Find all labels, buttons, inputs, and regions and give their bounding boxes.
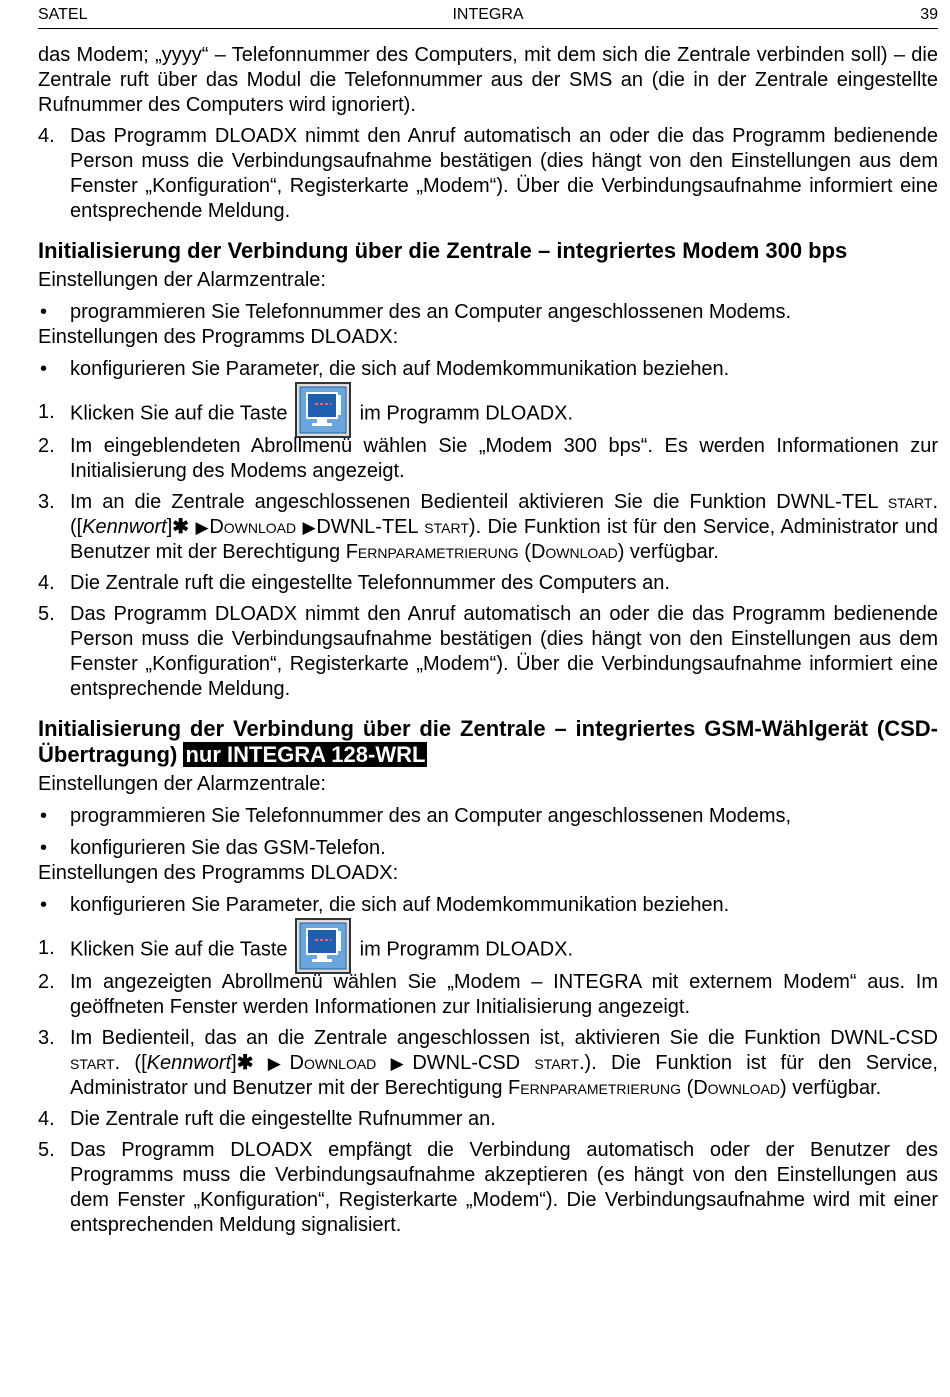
panel-settings-label: Einstellungen der Alarmzentrale:	[38, 773, 326, 795]
program-settings-label: Einstellungen des Programms DLOADX:	[38, 326, 399, 348]
page-number: 39	[920, 6, 938, 23]
panel-settings-label: Einstellungen der Alarmzentrale:	[38, 269, 326, 291]
list-item: 1. Klicken Sie auf die Taste im Programm DLOADX.	[38, 400, 938, 428]
arrow-right-icon: ▶	[195, 518, 210, 537]
list-item: 1. Klicken Sie auf die Taste im Programm DLOADX.	[38, 936, 938, 964]
intro-continuation: das Modem; „yyyy“ – Telefonnummer des Computers, mit dem sich die Zentrale verbinden soll) – die Zentrale ruft über das Modul die Telefonnummer aus der SMS an (die in der Zentrale eingestellte Rufnummer des Computers wird ignoriert).	[38, 44, 938, 116]
list-item: • konfigurieren Sie Parameter, die sich auf Modemkommunikation beziehen.	[40, 358, 730, 380]
program-settings-label: Einstellungen des Programms DLOADX:	[38, 862, 399, 884]
page-content	[38, 43, 938, 1238]
list-item: 5. Das Programm DLOADX nimmt den Anruf automatisch an oder die das Programm bedienende Person muss die Verbindungsaufnahme bestätigen (dies hängt von den Einstellungen aus dem Fenster „Konfiguration“, Registerkarte „Modem“). Über die Verbindungsaufnahme informiert eine entsprechende Meldung.	[38, 603, 938, 700]
bullet-icon: •	[40, 358, 48, 380]
list-item: • konfigurieren Sie Parameter, die sich auf Modemkommunikation beziehen.	[40, 894, 730, 916]
list-item: • konfigurieren Sie das GSM-Telefon.	[40, 837, 386, 859]
list-item: • programmieren Sie Telefonnummer des an Computer angeschlossenen Modems,	[40, 805, 792, 827]
bullet-icon: •	[40, 837, 48, 859]
arrow-right-icon: ▶	[267, 1054, 290, 1073]
section-heading-modem-300: Initialisierung der Verbindung über die Zentrale – integriertes Modem 300 bps	[38, 238, 848, 263]
page-header	[38, 6, 938, 29]
list-item: 2. Im eingeblendeten Abrollmenü wählen Sie „Modem 300 bps“. Es werden Informationen zur Initialisierung des Modems angezeigt.	[38, 435, 938, 482]
list-item: 3. Im an die Zentrale angeschlossenen Bedienteil aktivieren Sie die Funktion DWNL-TEL start. ([Kennwort]✱ ▶Download ▶DWNL-TEL start). Die Funktion ist für den Service, Administrator und Benutzer mit der Berechtigung Fernparametrierung (Download) verfügbar.	[38, 491, 938, 563]
asterisk-key-icon: ✱	[236, 1052, 254, 1074]
list-item: 5. Das Programm DLOADX empfängt die Verbindung automatisch oder der Benutzer des Programms muss die Verbindungsaufnahme akzeptieren (es hängt von den Einstellungen aus dem Fenster „Konfiguration“, Registerkarte „Modem“). Die Verbindungsaufnahme wird mit einer entsprechenden Meldung signalisiert.	[38, 1139, 938, 1236]
list-item: 3. Im Bedienteil, das an die Zentrale angeschlossen ist, aktivieren Sie die Funktion DWNL-CSD start. ([Kennwort]✱ ▶Download ▶DWNL-CSD start.). Die Funktion ist für den Service, Administrator und Benutzer mit der Berechtigung Fernparametrierung (Download) verfügbar.	[38, 1027, 938, 1099]
modem-connect-button-icon[interactable]	[295, 382, 351, 438]
arrow-right-icon: ▶	[302, 518, 317, 537]
list-item: • programmieren Sie Telefonnummer des an Computer angeschlossenen Modems.	[40, 301, 792, 323]
asterisk-key-icon: ✱	[172, 516, 190, 538]
header-brand: SATEL	[38, 6, 88, 23]
list-item: 2. Im angezeigten Abrollmenü wählen Sie „Modem – INTEGRA mit externem Modem“ aus. Im geöffneten Fenster werden Informationen zur Initialisierung angezeigt.	[38, 971, 938, 1018]
bullet-icon: •	[40, 805, 48, 827]
list-item: 4. Das Programm DLOADX nimmt den Anruf automatisch an oder die das Programm bedienende Person muss die Verbindungsaufnahme bestätigen (dies hängt von den Einstellungen aus dem Fenster „Konfiguration“, Registerkarte „Modem“). Über die Verbindungsaufnahme informiert eine entsprechende Meldung.	[38, 125, 938, 222]
header-product: INTEGRA	[452, 6, 524, 23]
list-item: 4. Die Zentrale ruft die eingestellte Telefonnummer des Computers an.	[38, 572, 670, 594]
model-badge: nur INTEGRA 128-WRL	[185, 742, 426, 767]
arrow-right-icon: ▶	[390, 1054, 413, 1073]
bullet-icon: •	[40, 301, 48, 323]
list-item: 4. Die Zentrale ruft die eingestellte Rufnummer an.	[38, 1108, 496, 1130]
bullet-icon: •	[40, 894, 48, 916]
modem-connect-button-icon[interactable]	[295, 918, 351, 974]
section-heading-gsm-csd: Initialisierung der Verbindung über die Zentrale – integriertes GSM-Wählgerät (CSD-Übertragung) nur INTEGRA 128-WRL	[38, 716, 938, 767]
